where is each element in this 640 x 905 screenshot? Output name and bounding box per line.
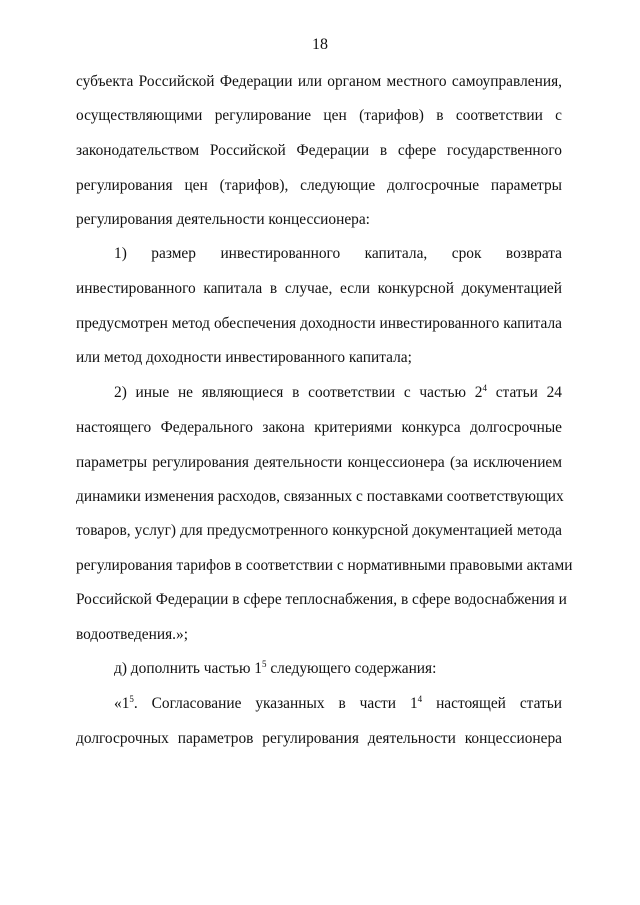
text-segment: д) дополнить частью 1	[114, 660, 262, 677]
text-line: долгосрочных параметров регулирования деятельности концессионера	[76, 730, 562, 747]
text-segment: следующего содержания:	[266, 660, 437, 677]
text-line: субъекта Российской Федерации или органом местного самоуправления,	[76, 73, 562, 90]
superscript: 5	[262, 659, 267, 669]
paragraph-1-5	[114, 694, 562, 714]
text-line: регулирования цен (тарифов), следующие долгосрочные параметры	[76, 177, 562, 194]
list-item-1: 1) размер инвестированного капитала, срок возврата	[114, 245, 562, 262]
text-line: динамики изменения расходов, связанных с поставками соответствующих	[76, 488, 564, 505]
text-line: водоотведения.»;	[76, 626, 188, 643]
subparagraph-d	[114, 659, 562, 679]
page-number: 18	[312, 36, 328, 53]
text-line: инвестированного капитала в случае, если конкурсной документацией	[76, 280, 562, 297]
text-line: предусмотрен метод обеспечения доходности инвестированного капитала	[76, 315, 562, 332]
text-line: параметры регулирования деятельности концессионера (за исключением	[76, 454, 562, 471]
text-line: или метод доходности инвестированного капитала;	[76, 349, 412, 366]
text-line: законодательством Российской Федерации в сфере государственного	[76, 142, 562, 159]
text-segment: настоящей статьи	[422, 695, 562, 712]
text-line: регулирования деятельности концессионера:	[76, 211, 370, 228]
text-segment: статьи 24	[486, 384, 562, 401]
text-line: настоящего Федерального закона критериями конкурса долгосрочные	[76, 419, 562, 436]
superscript: 5	[129, 694, 134, 704]
superscript: 4	[482, 383, 487, 393]
text-segment: . Согласование указанных в части 1	[133, 695, 418, 712]
text-segment: 2) иные не являющиеся в соответствии с частью 2	[114, 384, 483, 401]
list-item-2	[114, 383, 562, 403]
text-line: товаров, услуг) для предусмотренного конкурсной документацией метода	[76, 522, 562, 539]
text-line: осуществляющими регулирование цен (тарифов) в соответствии с	[76, 107, 562, 124]
superscript: 4	[417, 694, 423, 704]
text-line: регулирования тарифов в соответствии с нормативными правовыми актами	[76, 557, 573, 574]
text-segment: «1	[114, 695, 130, 712]
text-line: Российской Федерации в сфере теплоснабжения, в сфере водоснабжения и	[76, 591, 567, 608]
